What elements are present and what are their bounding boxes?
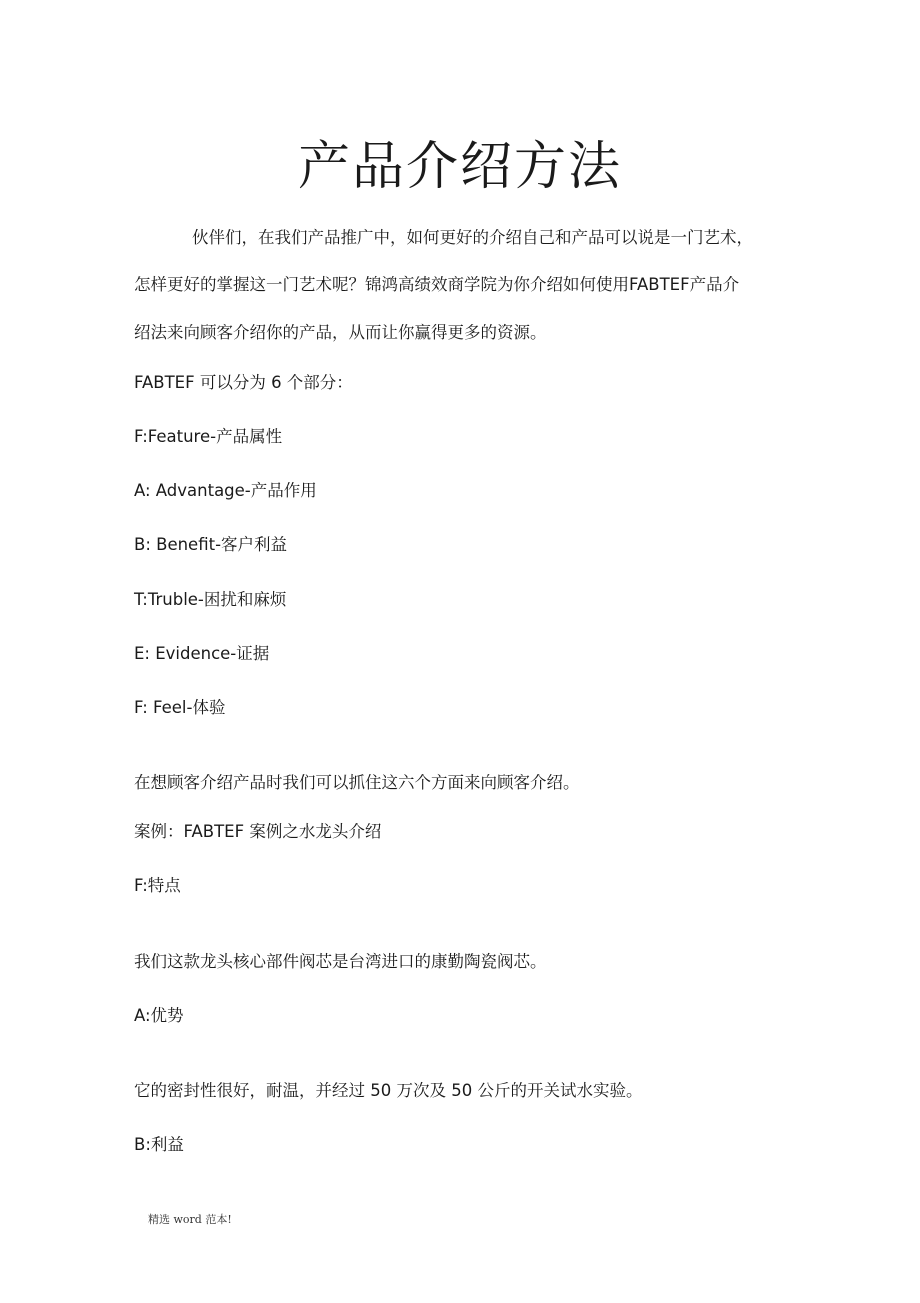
case-feature-label: F:特点 [134,876,181,895]
part-feel: F: Feel-体验 [134,698,226,717]
part-trouble: T:Truble-困扰和麻烦 [134,590,287,609]
part-feature: F:Feature-产品属性 [134,427,283,446]
intro-line-3: 绍法来向顾客介绍你的产品，从而让你赢得更多的资源。 [134,323,547,342]
page-title: 产品介绍方法 [297,137,622,197]
case-feature-text: 我们这款龙头核心部件阀芯是台湾进口的康勤陶瓷阀芯。 [134,952,547,971]
part-evidence: E: Evidence-证据 [134,644,270,663]
case-advantage-text: 它的密封性很好，耐温，并经过 50 万次及 50 公斤的开关试水实验。 [134,1081,643,1100]
parts-intro: FABTEF 可以分为 6 个部分： [134,373,353,392]
case-advantage-label: A:优势 [134,1006,184,1025]
summary-text: 在想顾客介绍产品时我们可以抓住这六个方面来向顾客介绍。 [134,773,580,792]
intro-line-2: 怎样更好的掌握这一门艺术呢？锦鸿高绩效商学院为你介绍如何使用FABTEF产品介 [134,275,740,294]
case-title: 案例：FABTEF 案例之水龙头介绍 [134,822,382,841]
part-benefit: B: Benefit-客户利益 [134,535,288,554]
page-footer: 精选 word 范本! [148,1213,232,1226]
intro-line-1: 伙伴们，在我们产品推广中，如何更好的介绍自己和产品可以说是一门艺术， [192,228,753,247]
part-advantage: A: Advantage-产品作用 [134,481,317,500]
case-benefit-label: B:利益 [134,1135,184,1154]
